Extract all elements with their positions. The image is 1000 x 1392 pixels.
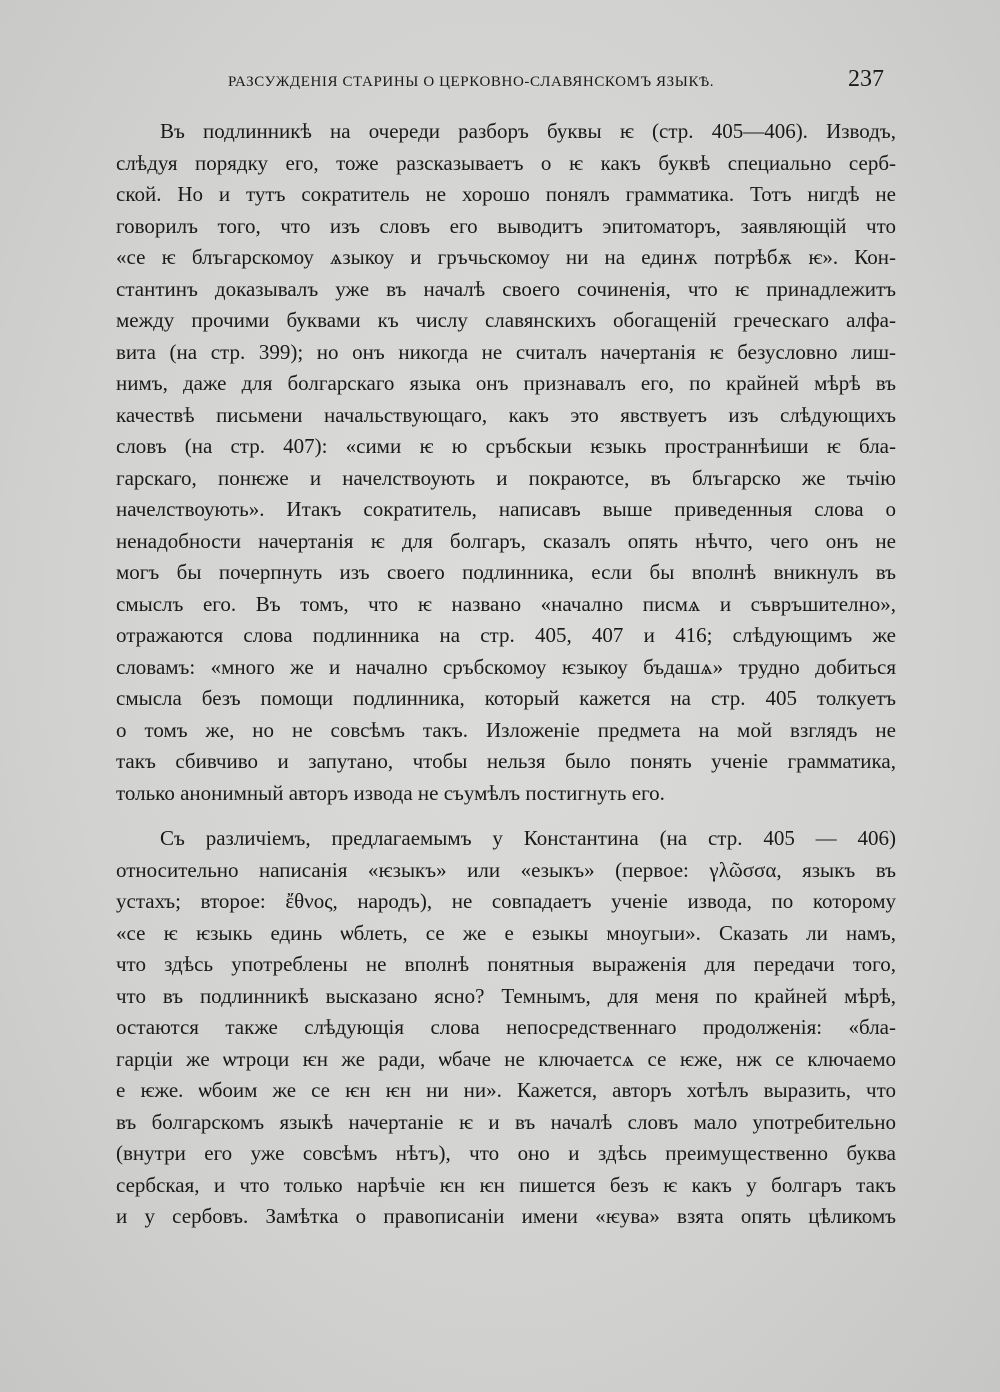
paragraph-2 [116, 823, 896, 1233]
text-line: смысла безъ помощи подлинника, который кажется на стр. 405 толкуетъ [116, 686, 896, 710]
text-line: словамъ: «много же и начално сръбскомоу ѥзыкоу бъдашѧ» трудно добиться [116, 654, 896, 679]
text-line: ской. Но и тутъ сократитель не хорошо понялъ грамматика. Тотъ нигдѣ не [116, 182, 896, 206]
text-line: смыслъ его. Въ томъ, что ѥ названо «начално писмѧ и съвръшително», [116, 591, 896, 616]
text-line: нимъ, даже для болгарскаго языка онъ признавалъ его, по крайней мѣрѣ въ [116, 371, 896, 395]
body-text [116, 116, 896, 1233]
text-line: «се ѥ блъгарскомоу ѧзыкоу и гръчьскомоу ни на единѫ потрѣбѫ ѥ». Кон- [116, 245, 896, 269]
text-line: Съ различіемъ, предлагаемымъ у Константина (на стр. 405 — 406) [160, 826, 896, 850]
text-line: что въ подлинникѣ высказано ясно? Темнымъ, для меня по крайней мѣрѣ, [116, 983, 896, 1008]
text-line: относительно написанія «ѥзыкъ» или «езыкъ» (первое: γλῶσσα, языкъ въ [116, 857, 896, 882]
text-line: могъ бы почерпнуть изъ своего подлинника, если бы вполнѣ вникнулъ въ [116, 560, 896, 584]
text-line: такъ сбивчиво и запутано, чтобы нельзя было понять ученіе грамматика, [116, 749, 896, 773]
text-line: начелствоують». Итакъ сократитель, написавъ выше приведенныя слова о [116, 497, 896, 521]
text-line: что здѣсь употреблены не вполнѣ понятныя выраженія для передачи того, [116, 952, 896, 976]
running-title: РАЗСУЖДЕНІЯ СТАРИНЫ О ЦЕРКОВНО-СЛАВЯНСКОМЪ ЯЗЫКѢ. [228, 74, 715, 90]
text-line: остаются также слѣдующія слова непосредственнаго продолженія: «бла- [116, 1015, 896, 1039]
text-line: сербская, и что только нарѣчіе ѥн ѥн пишется безъ ѥ какъ у болгаръ такъ [116, 1172, 896, 1197]
text-line: въ болгарскомъ языкѣ начертаніе ѥ и въ началѣ словъ мало употребительно [116, 1109, 896, 1134]
text-line: устахъ; второе: ἔθνος, народъ), не совпадаетъ ученіе извода, по которому [116, 889, 896, 913]
text-line: «се ѥ ѥзыкь единь ѡблеть, се же е езыкы мноугыи». Сказать ли намъ, [116, 920, 896, 945]
text-line: Въ подлинникѣ на очереди разборъ буквы ѥ (стр. 405—406). Изводъ, [160, 119, 896, 143]
text-line: между прочими буквами къ числу славянскихъ обогащеній греческаго алфа- [116, 308, 896, 332]
text-line: гарскаго, понѥже и начелствоують и покраютсе, въ блъгарско же тьчію [116, 465, 896, 490]
text-line: качествѣ письмени начальствующаго, какъ это явствуетъ изъ слѣдующихъ [116, 402, 896, 427]
text-line: только анонимный авторъ извода не съумѣлъ постигнуть его. [116, 780, 665, 805]
text-line: ненадобности начертанія ѥ для болгаръ, сказалъ опять нѣчто, чего онъ не [116, 528, 896, 553]
text-line: вита (на стр. 399); но онъ никогда не считалъ начертанія ѥ безусловно лиш- [116, 339, 896, 364]
text-line: о томъ же, но не совсѣмъ такъ. Изложеніе предмета на мой взглядъ не [116, 717, 896, 742]
text-line: словъ (на стр. 407): «сими ѥ ю сръбскыи ѥзыкь пространнѣиши ѥ бла- [116, 434, 896, 458]
text-line: слѣдуя порядку его, тоже разсказываетъ о ѥ какъ буквѣ специально серб- [116, 150, 896, 175]
text-line: и у сербовъ. Замѣтка о правописаніи имени «ѥува» взята опять цѣликомъ [116, 1204, 896, 1228]
page-header [228, 66, 888, 96]
text-line: говорилъ того, что изъ словъ его выводитъ эпитоматоръ, заявляющій что [116, 213, 896, 238]
paragraph-gap [116, 809, 896, 823]
paragraph-1 [116, 116, 896, 809]
text-line: стантинъ доказывалъ уже въ началѣ своего сочиненія, что ѥ принадлежитъ [116, 276, 896, 301]
text-line: гарціи же ѡтроци ѥн же ради, ѡбаче не ключаетсѧ се ѥже, нж се ключаемо [116, 1046, 896, 1071]
text-line: отражаются слова подлинника на стр. 405, 407 и 416; слѣдующимъ же [116, 623, 896, 647]
page-number: 237 [848, 66, 884, 92]
text-line: (внутри его уже совсѣмъ нѣтъ), что оно и здѣсь преимущественно буква [116, 1141, 896, 1165]
text-line: е ѥже. ѡбоим же се ѥн ѥн ни ни». Кажется, авторъ хотѣлъ выразить, что [116, 1078, 896, 1102]
